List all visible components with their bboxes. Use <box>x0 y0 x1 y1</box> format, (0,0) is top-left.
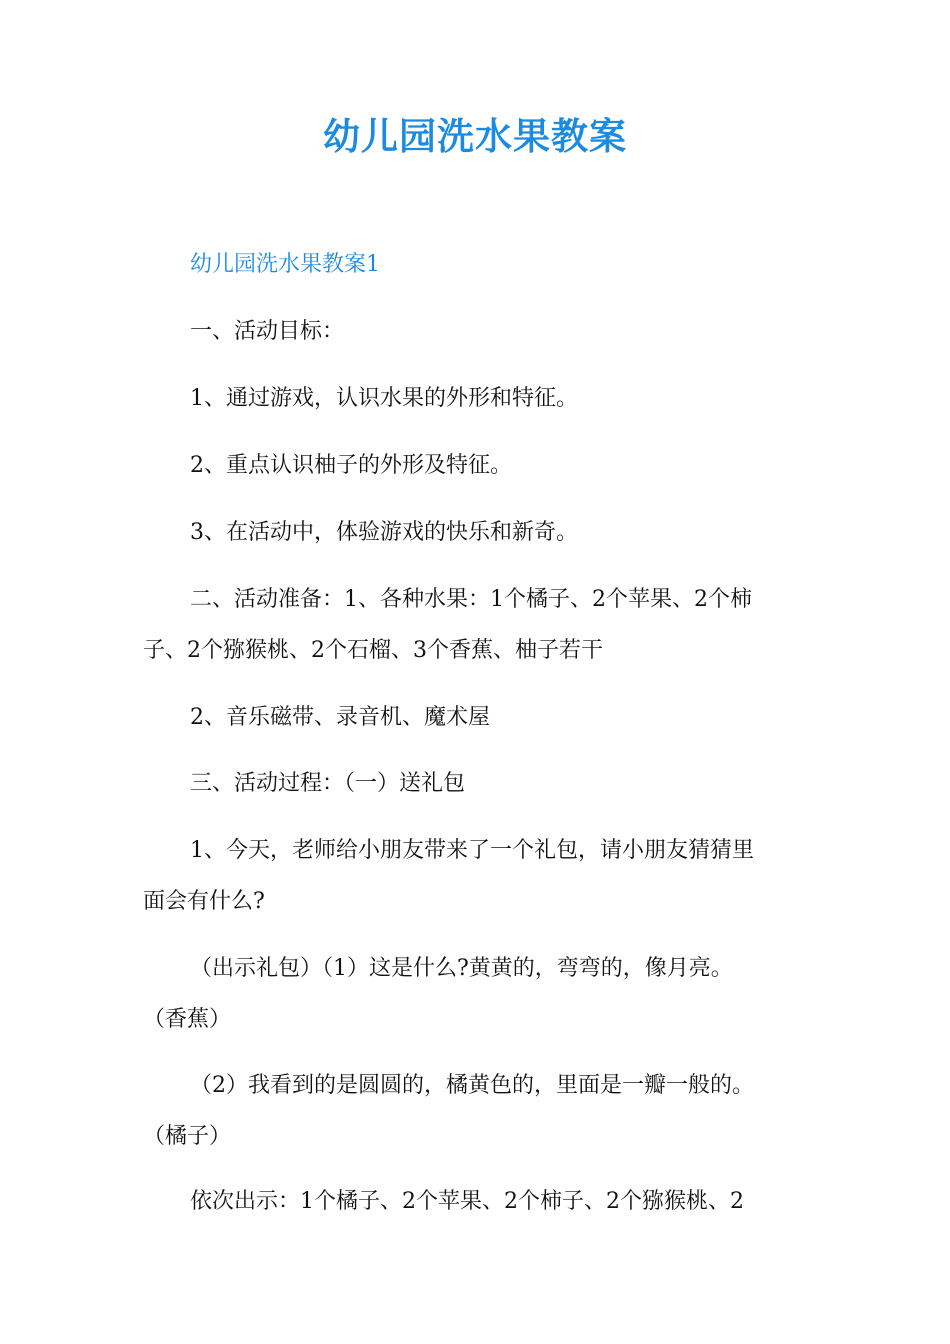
paragraph-line: 面会有什么? <box>143 889 265 914</box>
paragraph-show-gift <box>143 943 803 1045</box>
paragraph-objectives <box>143 306 803 357</box>
paragraph-line: 二、活动准备：1、各种水果：1个橘子、2个苹果、2个柿 <box>190 587 752 612</box>
paragraph-line: （2）我看到的是圆圆的，橘黄色的，里面是一瓣一般的。 <box>190 1073 754 1098</box>
paragraph-objective-3 <box>143 507 803 558</box>
paragraph-preparation <box>143 574 803 676</box>
paragraph-sequence <box>143 1176 803 1227</box>
paragraph-line: 子、2个猕猴桃、2个石榴、3个香蕉、柚子若干 <box>143 638 603 663</box>
paragraph-objective-2 <box>143 440 803 491</box>
paragraph-line: 3、在活动中，体验游戏的快乐和新奇。 <box>190 520 578 545</box>
paragraph-line: （出示礼包）（1）这是什么?黄黄的，弯弯的，像月亮。 <box>190 956 733 981</box>
paragraph-line: 2、重点认识柚子的外形及特征。 <box>190 453 512 478</box>
paragraph-line: 1、通过游戏，认识水果的外形和特征。 <box>190 386 578 411</box>
paragraph-orange <box>143 1060 803 1162</box>
document-title: 幼儿园洗水果教案 <box>323 115 627 158</box>
paragraph-line: 三、活动过程：（一）送礼包 <box>190 771 466 796</box>
paragraph-line: 一、活动目标： <box>190 319 345 344</box>
paragraph-line: 依次出示：1个橘子、2个苹果、2个柿子、2个猕猴桃、2 <box>190 1189 744 1214</box>
section-heading: 幼儿园洗水果教案1 <box>190 252 380 277</box>
paragraph-line: （香蕉） <box>143 1007 232 1032</box>
paragraph-preparation-2 <box>143 692 803 743</box>
paragraph-process-1 <box>143 825 803 927</box>
paragraph-line: 1、今天，老师给小朋友带来了一个礼包，请小朋友猜猜里 <box>190 838 754 863</box>
paragraph-objective-1 <box>143 373 803 424</box>
paragraph-process <box>143 758 803 809</box>
paragraph-line: 2、音乐磁带、录音机、魔术屋 <box>190 705 490 730</box>
paragraph-line: （橘子） <box>143 1124 232 1149</box>
